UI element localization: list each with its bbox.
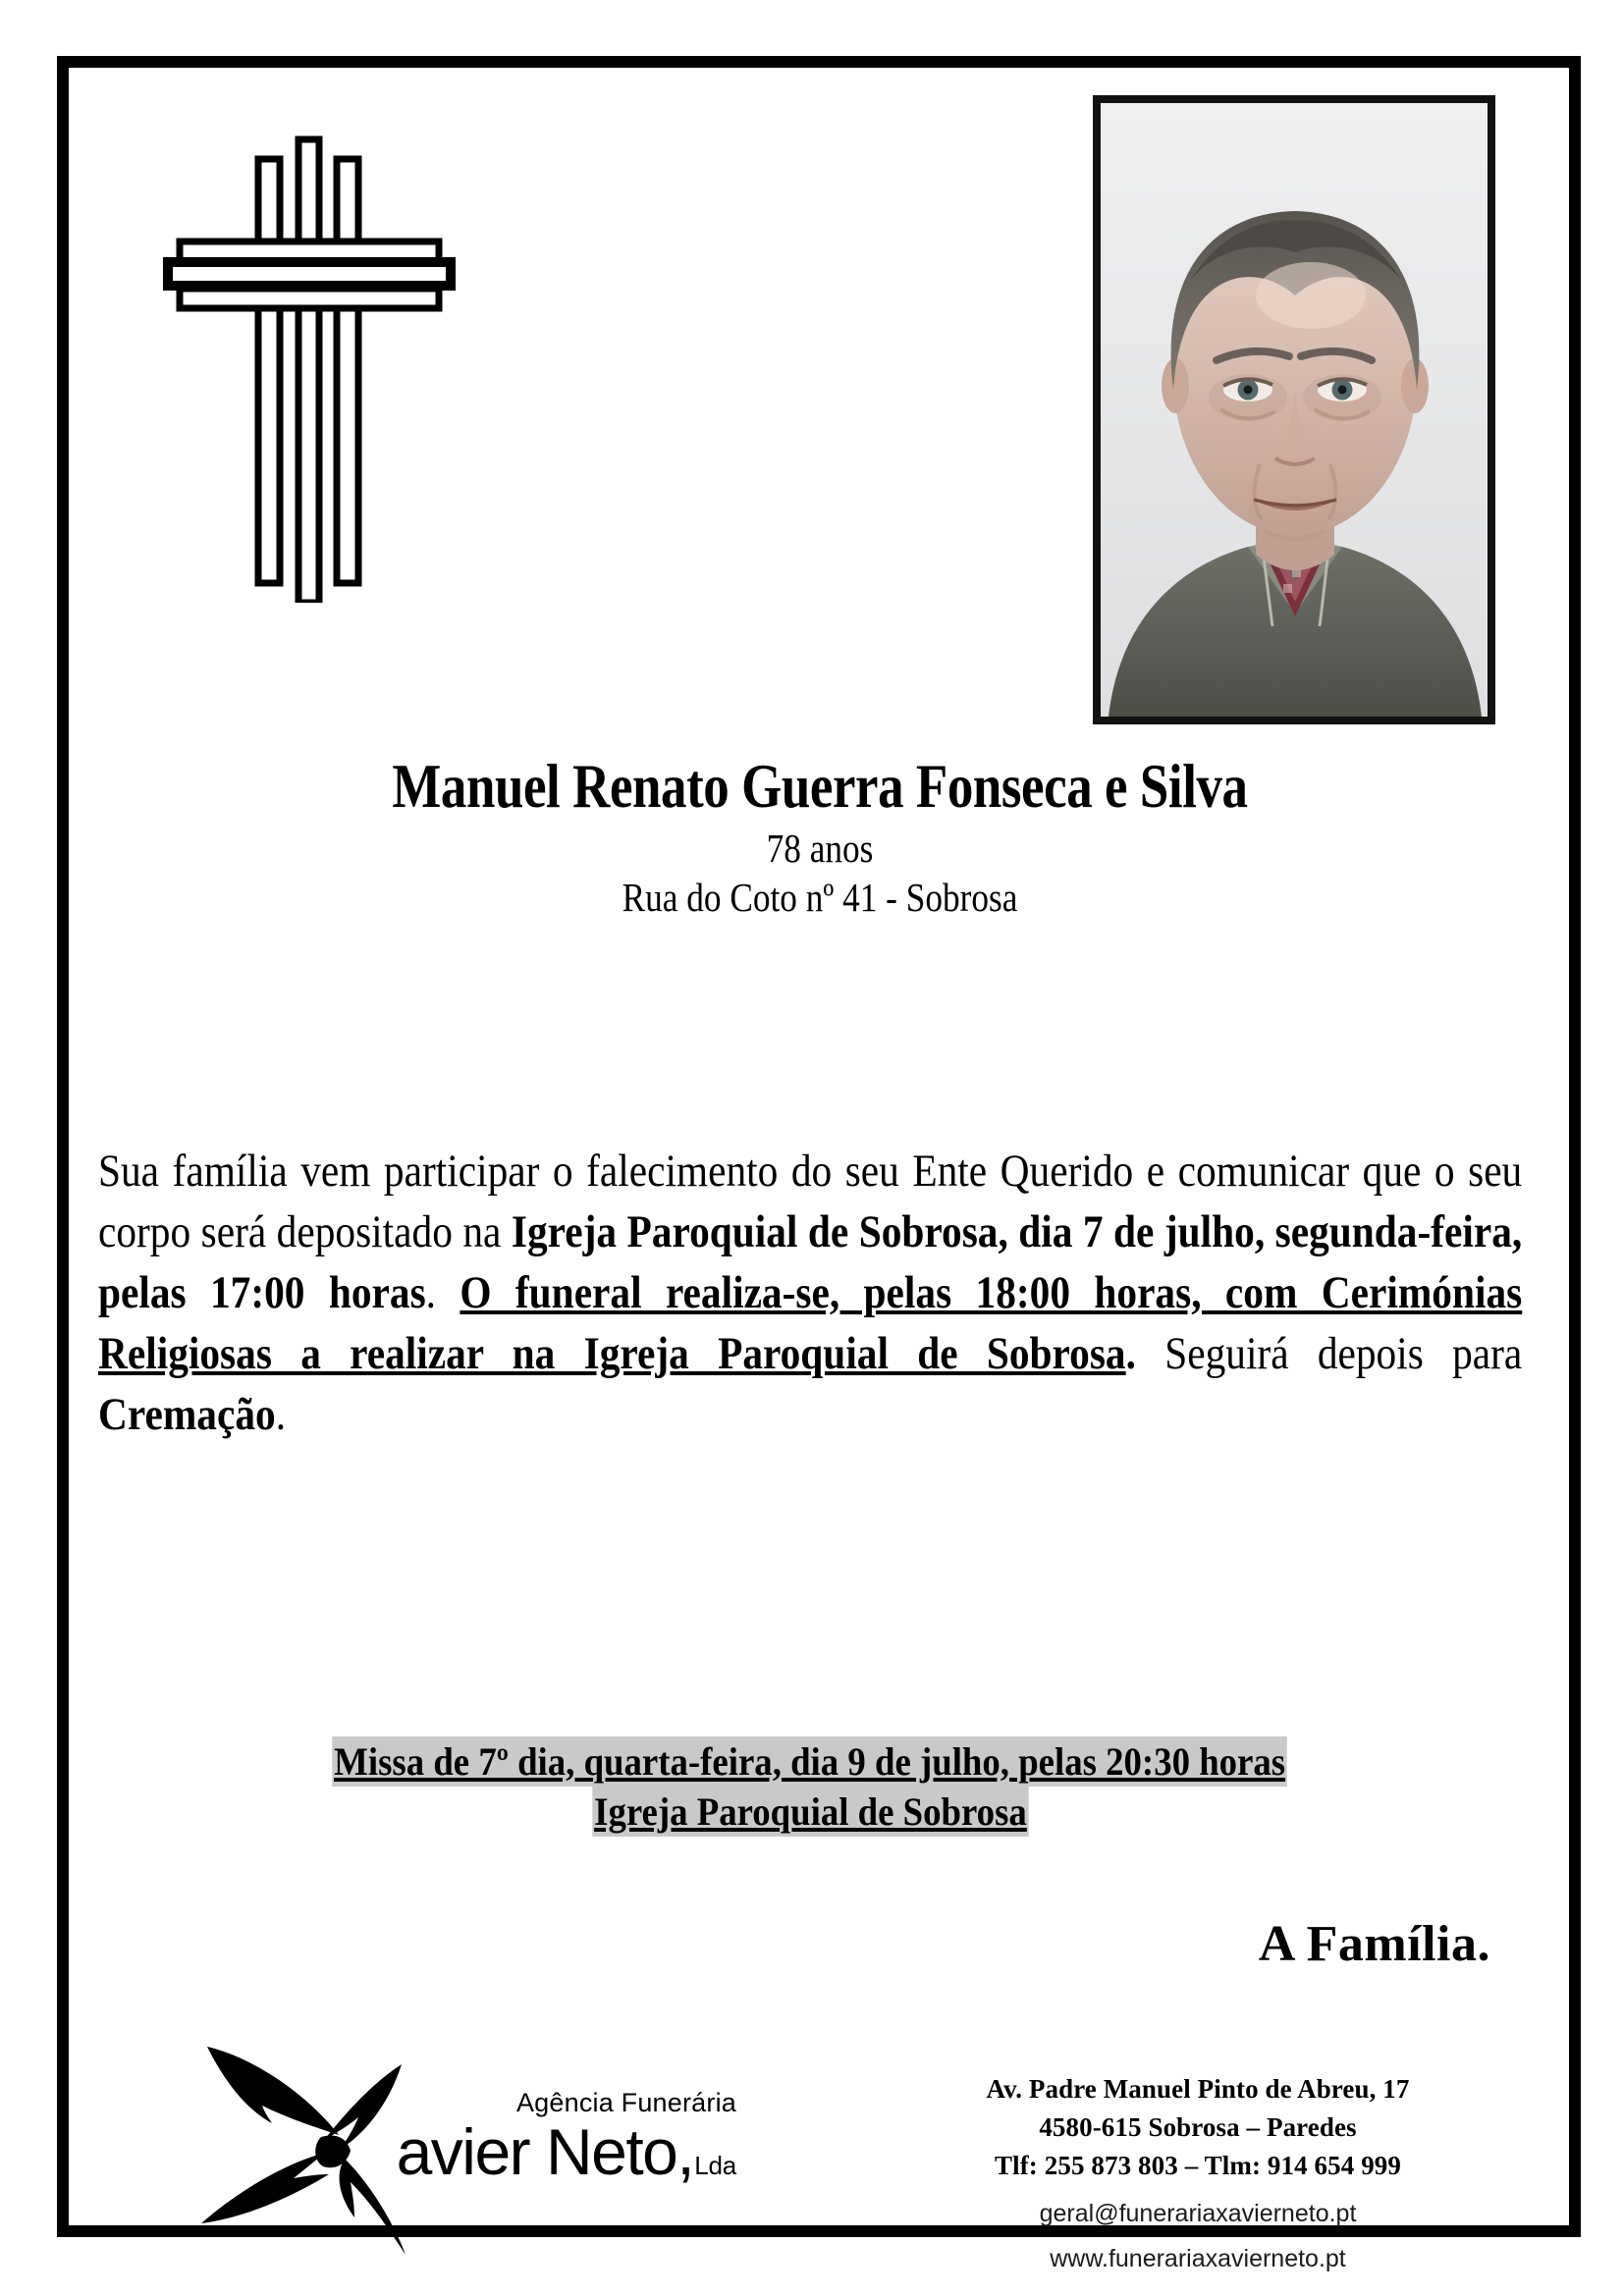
deceased-name: Manuel Renato Guerra Fonseca e Silva — [392, 752, 1248, 821]
notice-body — [69, 68, 1569, 2272]
mass-line-1: Missa de 7º dia, quarta-feira, dia 9 de julho, pelas 20:30 horas — [333, 1736, 1288, 1787]
deceased-block — [108, 752, 1532, 922]
agency-phone-line: Tlf: 255 873 803 – Tlm: 914 654 999 — [995, 2151, 1401, 2180]
deceased-portrait-photo — [1093, 95, 1495, 724]
announcement-separator: . — [425, 1267, 460, 1318]
announcement-funeral-period: . — [1125, 1328, 1136, 1379]
mass-announcement-block — [98, 1736, 1522, 1837]
agency-legal-suffix: Lda — [694, 2151, 736, 2180]
christian-cross-icon — [162, 122, 457, 603]
deceased-age: 78 anos — [766, 826, 874, 872]
agency-contact-block — [893, 2070, 1502, 2275]
deceased-address: Rua do Coto nº 41 - Sobrosa — [622, 875, 1018, 921]
announcement-final-period: . — [275, 1389, 287, 1440]
agency-name-row — [324, 2115, 736, 2188]
announcement-deposit-place: Igreja Paroquial de Sobrosa, dia 7 de julho, segunda-feira, pelas 17:00 horas — [98, 1206, 1523, 1318]
mass-line-2: Igreja Paroquial de Sobrosa — [592, 1787, 1028, 1837]
agency-tagline: Agência Funerária — [515, 2088, 736, 2117]
announcement-follow-text: Seguirá depois para — [1135, 1328, 1523, 1379]
agency-address-line-2: 4580-615 Sobrosa – Paredes — [1039, 2112, 1357, 2142]
announcement-paragraph — [98, 1141, 1522, 1445]
announcement-intro: Sua família vem participar o falecimento do seu Ente Querido e comunicar que o seu corpo será depositado na — [98, 1146, 1523, 1257]
agency-website: www.funerariaxavierneto.pt — [1050, 2245, 1346, 2272]
agency-name: avier Neto, — [396, 2115, 694, 2188]
funeral-notice-card — [57, 56, 1581, 2272]
family-signature: A Família. — [1258, 1916, 1490, 1972]
agency-address-line-1: Av. Padre Manuel Pinto de Abreu, 17 — [986, 2074, 1410, 2104]
announcement-funeral-details: O funeral realiza-se, pelas 18:00 horas, com Cerimónias Religiosas a realizar na Igreja Paroquial de Sobrosa — [98, 1267, 1523, 1379]
announcement-cremation: Cremação — [98, 1389, 276, 1440]
agency-wordmark — [324, 2086, 736, 2188]
agency-email: geral@funerariaxavierneto.pt — [1039, 2200, 1357, 2227]
